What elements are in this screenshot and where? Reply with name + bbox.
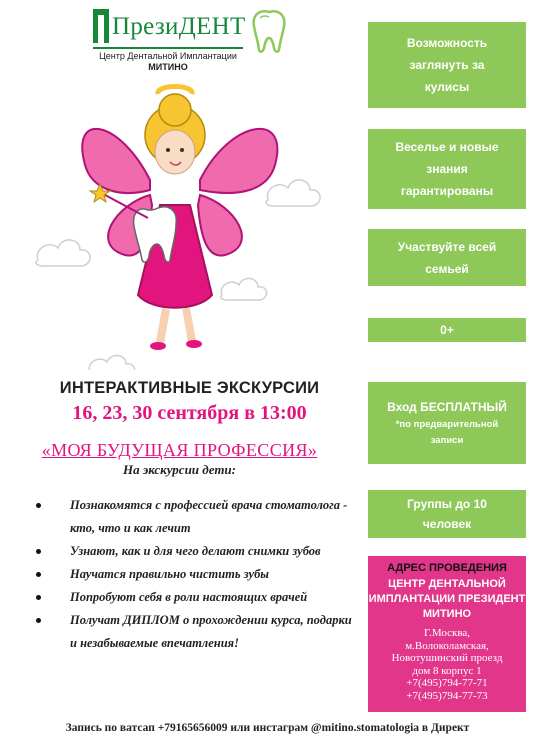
list-item-text: Получат ДИПЛОМ о прохождении курса, подарки и незабываемые впечатления!: [70, 613, 352, 650]
groups-box: [368, 490, 526, 538]
excursions-heading: ИНТЕРАКТИВНЫЕ ЭКСКУРСИИ: [59, 379, 320, 397]
signup-footer: Запись по ватсап +79165656009 или инстаграм @mitino.stomatologia в Директ: [65, 722, 470, 734]
logo-location: МИТИНО: [148, 62, 188, 72]
list-item-text: Познакомятся с профессией врача стоматолога - кто, что и как лечит: [70, 498, 348, 535]
family-text: Участвуйте всей семьей: [397, 239, 497, 276]
address-city: Г.Москва,: [423, 627, 471, 639]
list-item: [36, 586, 356, 609]
phone-1: +7(495)794-77-71: [406, 677, 488, 689]
address-title: АДРЕС ПРОВЕДЕНИЯ: [387, 562, 507, 574]
list-item-text: Научатся правильно чистить зубы: [70, 567, 269, 581]
list-item: [36, 609, 356, 655]
phone-2: +7(495)794-77-73: [406, 689, 488, 702]
list-item: [36, 540, 356, 563]
list-item: [36, 563, 356, 586]
intro-text: На экскурсии дети:: [122, 462, 236, 477]
backstage-box: [368, 22, 526, 108]
address-box: [368, 556, 526, 712]
backstage-text: Возможность заглянуть за кулисы: [406, 36, 488, 94]
dates-heading: 16, 23, 30 сентября в 13:00: [72, 402, 307, 424]
list-item: [36, 494, 356, 540]
knowledge-box: [368, 129, 526, 209]
groups-text: Группы до 10 человек: [407, 497, 487, 531]
logo-subtitle: Центр Дентальной Имплантации: [99, 51, 237, 61]
logo-mark: [93, 9, 109, 43]
logo-brand: ПрезиДЕНТ: [112, 13, 246, 40]
entry-box: [368, 382, 526, 464]
address-line: Новотушинский проезд: [391, 652, 503, 664]
tooth-fairy-illustration: [30, 80, 330, 370]
benefits-list: [36, 494, 356, 655]
age-text: 0+: [440, 323, 454, 337]
entry-note: *по предварительной записи: [395, 418, 499, 446]
address-name: ЦЕНТР ДЕНТАЛЬНОЙ ИМПЛАНТАЦИИ ПРЕЗИДЕНТ МИТИНО: [368, 578, 526, 620]
list-item-text: Узнают, как и для чего делают снимки зубов: [70, 544, 321, 558]
age-box: [368, 318, 526, 342]
tooth-icon: [249, 8, 289, 54]
address-street: м.Волоколамская,: [405, 639, 489, 652]
knowledge-text: Веселье и новые знания гарантированы: [395, 140, 499, 198]
list-item-text: Попробуют себя в роли настоящих врачей: [70, 590, 308, 604]
bullet-icon: [36, 595, 41, 600]
entry-text: Вход БЕСПЛАТНЫЙ: [387, 399, 507, 414]
profession-title: «МОЯ БУДУЩАЯ ПРОФЕССИЯ»: [41, 440, 318, 460]
bullet-icon: [36, 503, 41, 508]
address-house: дом 8 корпус 1: [412, 664, 482, 677]
bullet-icon: [36, 572, 41, 577]
bullet-icon: [36, 549, 41, 554]
family-box: [368, 229, 526, 286]
clinic-logo: [93, 9, 246, 72]
bullet-icon: [36, 618, 41, 623]
